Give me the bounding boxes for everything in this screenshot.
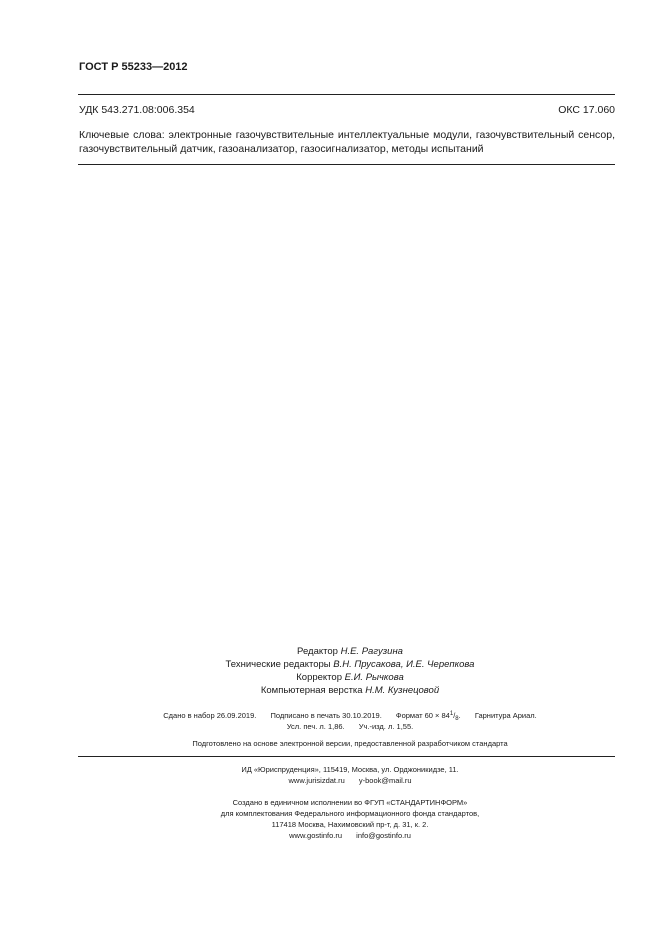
publisher-contacts bbox=[100, 775, 600, 786]
layout-label: Компьютерная верстка bbox=[260, 685, 363, 696]
corrector-name: Е.И. Рычкова bbox=[344, 672, 404, 683]
submitted-date: Сдано в набор 26.09.2019. bbox=[163, 711, 257, 720]
corrector-line bbox=[100, 671, 600, 684]
corrector-label: Корректор bbox=[296, 672, 342, 683]
keywords: Ключевые слова: электронные газочувствительные интеллектуальные модули, газочувствительный сенсор, газочувствительный датчик, газоанализатор, газосигнализатор, методы испытаний bbox=[79, 129, 615, 155]
producer-site-link[interactable]: www.gostinfo.ru bbox=[289, 831, 343, 840]
top-divider bbox=[78, 94, 615, 95]
format-prefix: Формат 60 × 84 bbox=[395, 711, 450, 720]
producer-line-1: Создано в единичном исполнении во ФГУП «СТАНДАРТИНФОРМ» bbox=[232, 798, 468, 807]
publisher-email-link[interactable]: y-book@mail.ru bbox=[358, 776, 412, 785]
publisher-address: ИД «Юриспруденция», 115419, Москва, ул. Орджоникидзе, 11. bbox=[241, 765, 459, 774]
producer-email-link[interactable]: info@gostinfo.ru bbox=[356, 831, 411, 840]
tech-editors-line bbox=[100, 658, 600, 671]
format-num: 1 bbox=[449, 711, 454, 717]
tech-names: В.Н. Прусакова, И.Е. Черепкова bbox=[333, 659, 475, 670]
layout-name: Н.М. Кузнецовой bbox=[365, 685, 440, 696]
standard-number: ГОСТ Р 55233—2012 bbox=[79, 61, 188, 73]
format-den: 8 bbox=[455, 716, 459, 722]
publisher-site-link[interactable]: www.jurisizdat.ru bbox=[288, 776, 345, 785]
pub-sheets: Уч.-изд. л. 1,55. bbox=[358, 722, 414, 731]
udk-code: УДК 543.271.08:006.354 bbox=[79, 104, 195, 116]
print-sheets: Усл. печ. л. 1,86. bbox=[286, 722, 345, 731]
producer-address: 117418 Москва, Нахимовский пр-т, д. 31, к. 2. bbox=[271, 820, 429, 829]
format-suffix: . bbox=[458, 711, 461, 720]
keywords-divider bbox=[78, 164, 615, 165]
editor-name: Н.Е. Рагузина bbox=[340, 646, 403, 657]
editor-line bbox=[100, 645, 600, 658]
typeface: Гарнитура Ариал. bbox=[474, 711, 537, 720]
signed-date: Подписано в печать 30.10.2019. bbox=[270, 711, 382, 720]
producer-contacts bbox=[100, 830, 600, 841]
producer-line-2: для комплектования Федерального информационного фонда стандартов, bbox=[220, 809, 480, 818]
imprint-line-2 bbox=[100, 721, 600, 732]
layout-line bbox=[100, 684, 600, 697]
prepared-note: Подготовлено на основе электронной версии, предоставленной разработчиком стандарта bbox=[192, 739, 508, 748]
tech-label: Технические редакторы bbox=[225, 659, 331, 670]
format: Формат $60 \times 84^1/_8$. bbox=[395, 711, 461, 722]
editor-label: Редактор bbox=[297, 646, 338, 657]
oks-code: ОКС 17.060 bbox=[558, 104, 615, 116]
bottom-divider bbox=[78, 756, 615, 757]
credits-block bbox=[100, 645, 600, 697]
